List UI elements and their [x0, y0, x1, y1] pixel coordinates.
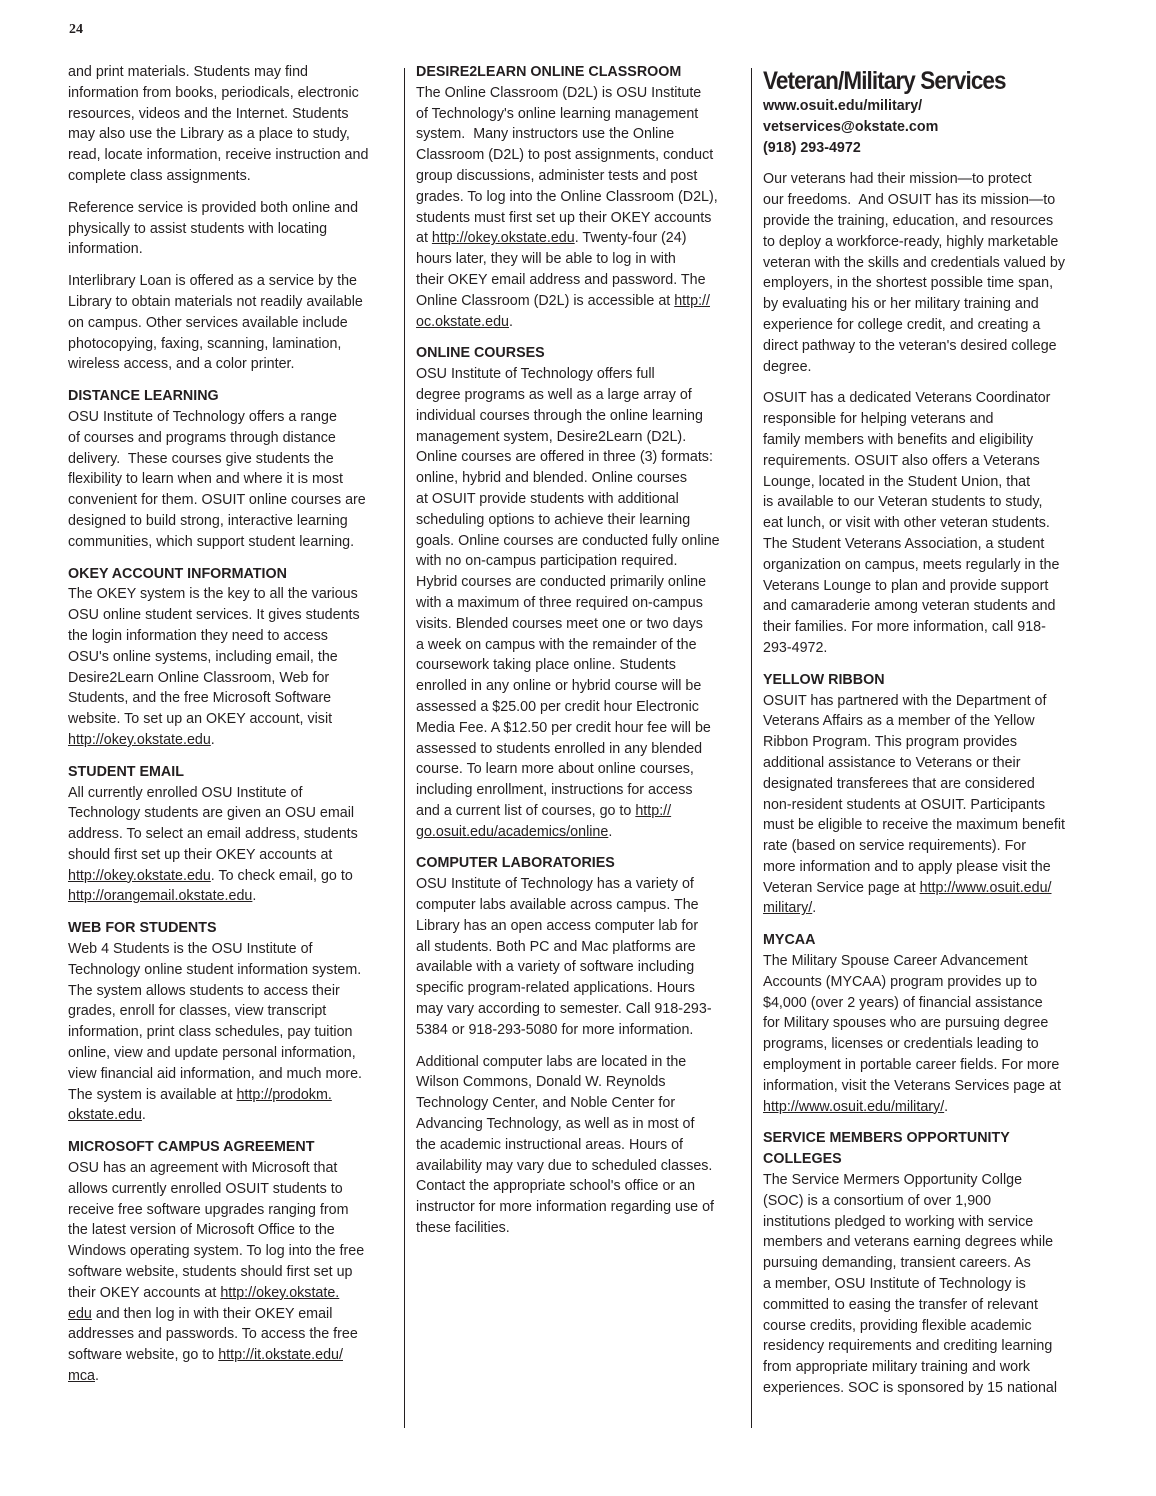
paragraph [763, 691, 1093, 920]
paragraph [416, 874, 746, 1040]
paragraph [763, 169, 1093, 377]
heading-web-for-students: WEB FOR STUDENTS [68, 920, 217, 937]
url-link[interactable]: http://prodokm. okstate.edu [68, 1086, 332, 1124]
text-run: OSU has an agreement with Microsoft that allows currently enrolled OSUIT students to receive free software upgrades ranging from the latest version of Microsoft Office to the Windows operating system. To log into the free software website, students should first set up their OKEY accounts at [68, 1160, 365, 1301]
text-run: The Online Classroom (D2L) is OSU Institute of Technology's online learning management system. Many instructors use the Online Classroom (D2L) to post assignments, conduct group discussions, administer tests and post grades. To log into the Online Classroom (D2L), students must first set up their OKEY accounts at [416, 84, 718, 247]
text-run: Our veterans had their mission—to protect our freedoms. And OSUIT has its mission—to provide the training, education, and resources to deploy a workforce-ready, highly marketable veteran with the skills and credentials valued by employers, in the shortest possible time span, by evaluating his or her military training and experience for college credit, and creating a direct pathway to the veteran's desired college degree. [763, 171, 1065, 375]
paragraph [68, 584, 398, 750]
column-left [68, 62, 398, 1398]
column-divider [404, 68, 405, 1428]
heading-distance-learning: DISTANCE LEARNING [68, 388, 219, 405]
text-run: The OKEY system is the key to all the various OSU online student services. It gives students the login information they need to access OSU's online systems, including email, the Desire2Learn Online Classroom, Web for Students, and the free Microsoft Software website. To set up an OKEY account, visit [68, 586, 360, 728]
paragraph [416, 83, 746, 333]
text-run: OSUIT has partnered with the Department of Veterans Affairs as a member of the Yellow Ribbon Program. This program provides additional assistance to Veterans or their designated transferees that are considered non-resident students at OSUIT. Participants must be eligible to receive the maximum benefit rate (based on service requirements). For more information and to apply please visit the Veteran Service page at [763, 692, 1065, 896]
url-link[interactable]: http://orangemail.okstate.edu [68, 888, 253, 905]
heading-service-members-opportunity-colleges: SERVICE MEMBERS OPPORTUNITY COLLEGES [763, 1130, 1010, 1168]
url-link[interactable]: http:// go.osuit.edu/academics/online [416, 802, 672, 840]
url-link[interactable]: http:// oc.okstate.edu [416, 292, 710, 330]
url-link[interactable]: http://www.osuit.edu/ military/ [763, 879, 1052, 917]
column-middle [416, 62, 746, 1250]
contact-block [763, 96, 1093, 158]
paragraph [763, 951, 1093, 1117]
url-link[interactable]: http://www.osuit.edu/military/ [763, 1098, 945, 1115]
text-run: . [210, 731, 215, 748]
url-link[interactable]: http://okey.okstate.edu [68, 731, 211, 748]
text-run: . [608, 823, 613, 840]
text-run: . [141, 1107, 146, 1124]
paragraph [416, 364, 746, 842]
paragraph [416, 1052, 746, 1239]
heading-computer-laboratories: COMPUTER LABORATORIES [416, 855, 615, 872]
heading-yellow-ribbon: YELLOW RIBBON [763, 671, 885, 688]
website-link[interactable]: www.osuit.edu/military/ [763, 98, 923, 114]
heading-mycaa: MYCAA [763, 932, 816, 949]
paragraph [68, 783, 398, 908]
text-run: . [252, 888, 257, 905]
text-run: Interlibrary Loan is offered as a service by the Library to obtain materials not readily available on campus. Other services available include photocopying, faxing, scanning, lamination, wireless access, and a color printer. [68, 273, 363, 373]
text-run: Additional computer labs are located in the Wilson Commons, Donald W. Reynolds Technology Center, and Noble Center for Advancing Technology, as well as in most of the academic instructional areas. Hours of availability may vary due to scheduled classes. Contact the appropriate school's office or an instructor for more information regarding use of these facilities. [416, 1053, 714, 1237]
heading-online-courses: ONLINE COURSES [416, 345, 545, 362]
phone-number: (918) 293-4972 [763, 139, 861, 156]
paragraph [68, 407, 398, 553]
text-run: OSU Institute of Technology offers full degree programs as well as a large array of individual courses through the online learning management system, Desire2Learn (D2L). Online courses are offered in three (3) formats: online, hybrid and blended. Online courses at OSUIT provide students with additional scheduling options to achieve their learning goals. Online courses are conducted fully online with no on-campus participation required. Hybrid courses are conducted primarily online with a maximum of three required on-campus visits. Blended courses meet one or two days a week on campus with the remainder of the coursework taking place online. Students enrolled in any online or hybrid course will be assessed a $25.00 per credit hour Electronic Media Fee. A $12.50 per credit hour fee will be assessed to students enrolled in any blended course. To learn more about online courses, including enrollment, instructions for access and a current list of courses, go to [416, 366, 720, 819]
text-run: . To check email, go to [210, 867, 353, 884]
paragraph [68, 939, 398, 1126]
column-right [763, 62, 1093, 1410]
paragraph [68, 1158, 398, 1387]
text-run: . Twenty-four (24) hours later, they will be able to log in with their OKEY email address and password. The Online Classroom (D2L) is accessible at [416, 230, 706, 309]
text-run: and print materials. Students may find information from books, periodicals, electronic resources, videos and the Internet. Students may also use the Library as a place to study, read, locate information, receive instruction and complete class assignments. [68, 64, 369, 184]
text-run: OSU Institute of Technology has a variety of computer labs available across campus. The Library has an open access computer lab for all students. Both PC and Mac platforms are available with a variety of software including specific program-related applications. Hours may vary according to semester. Call 918-293- 5384 or 918-293-5080 for more information. [416, 876, 712, 1038]
heading-student-email: STUDENT EMAIL [68, 763, 184, 780]
url-link[interactable]: http://okey.okstate.edu [431, 230, 575, 247]
text-run: . [944, 1098, 949, 1115]
section-title: Veteran/Military Services [763, 67, 1006, 95]
text-run: All currently enrolled OSU Institute of Technology students are given an OSU email address. To select an email address, students should first set up their OKEY accounts at [68, 784, 358, 863]
heading-desire2learn-online-classroom: DESIRE2LEARN ONLINE CLASSROOM [416, 64, 682, 80]
text-run: . [812, 900, 817, 917]
text-run: The Service Mermers Opportunity Collge (SOC) is a consortium of over 1,900 institutions pledged to working with service members and veterans earning degrees while pursuing demanding, transient careers. As a member, OSU Institute of Technology is committed to easing the transfer of relevant course credits, providing flexible academic residency requirements and crediting learning from appropriate military training and work experiences. SOC is sponsored by 15 national [763, 1172, 1058, 1397]
text-run: OSU Institute of Technology offers a range of courses and programs through distance delivery. These courses give students the flexibility to learn when and where it is most convenient for them. OSUIT online courses are designed to build strong, interactive learning communities, which support student learning. [68, 408, 366, 550]
heading-microsoft-campus-agreement: MICROSOFT CAMPUS AGREEMENT [68, 1139, 315, 1156]
url-link[interactable]: http://okey.okstate.edu [68, 867, 211, 884]
paragraph [68, 271, 398, 375]
paragraph [68, 198, 398, 260]
paragraph [763, 1170, 1093, 1399]
heading-okey-account-information: OKEY ACCOUNT INFORMATION [68, 565, 287, 582]
text-run: Reference service is provided both online and physically to assist students with locating information. [68, 199, 359, 258]
url-link[interactable]: http://okey.okstate. edu [68, 1284, 340, 1322]
text-run: The Military Spouse Career Advancement Accounts (MYCAA) program provides up to $4,000 (over 2 years) of financial assistance for Military spouses who are pursuing degree programs, licenses or credentials leading to employment in portable career fields. For more information, visit the Veterans Services page at [763, 953, 1062, 1094]
text-run: Web 4 Students is the OSU Institute of Technology online student information system. The system allows students to access their grades, enroll for classes, view transcript information, print class schedules, pay tuition online, view and update personal information, view financial aid information, and much more. The system is available at [68, 941, 363, 1103]
text-run: and then log in with their OKEY email addresses and passwords. To access the free software website, go to [68, 1305, 358, 1364]
text-run: . [509, 313, 513, 330]
text-run: . [95, 1368, 99, 1385]
column-divider [751, 68, 752, 1428]
email-link[interactable]: vetservices@okstate.com [763, 118, 939, 135]
paragraph [68, 62, 398, 187]
url-link[interactable]: http://it.okstate.edu/ mca [68, 1347, 343, 1385]
page-number: 24 [69, 22, 83, 37]
text-run: OSUIT has a dedicated Veterans Coordinator responsible for helping veterans and family members with benefits and eligibility requirements. OSUIT also offers a Veterans Lounge, located in the Student Union, that is available to our Veteran students to study, eat lunch, or visit with other veteran students. The Student Veterans Association, a student organization on campus, meets regularly in the Veterans Lounge to plan and provide support and camaraderie among veteran students and their families. For more information, call 918- 293-4972. [763, 390, 1060, 656]
paragraph [763, 388, 1093, 658]
